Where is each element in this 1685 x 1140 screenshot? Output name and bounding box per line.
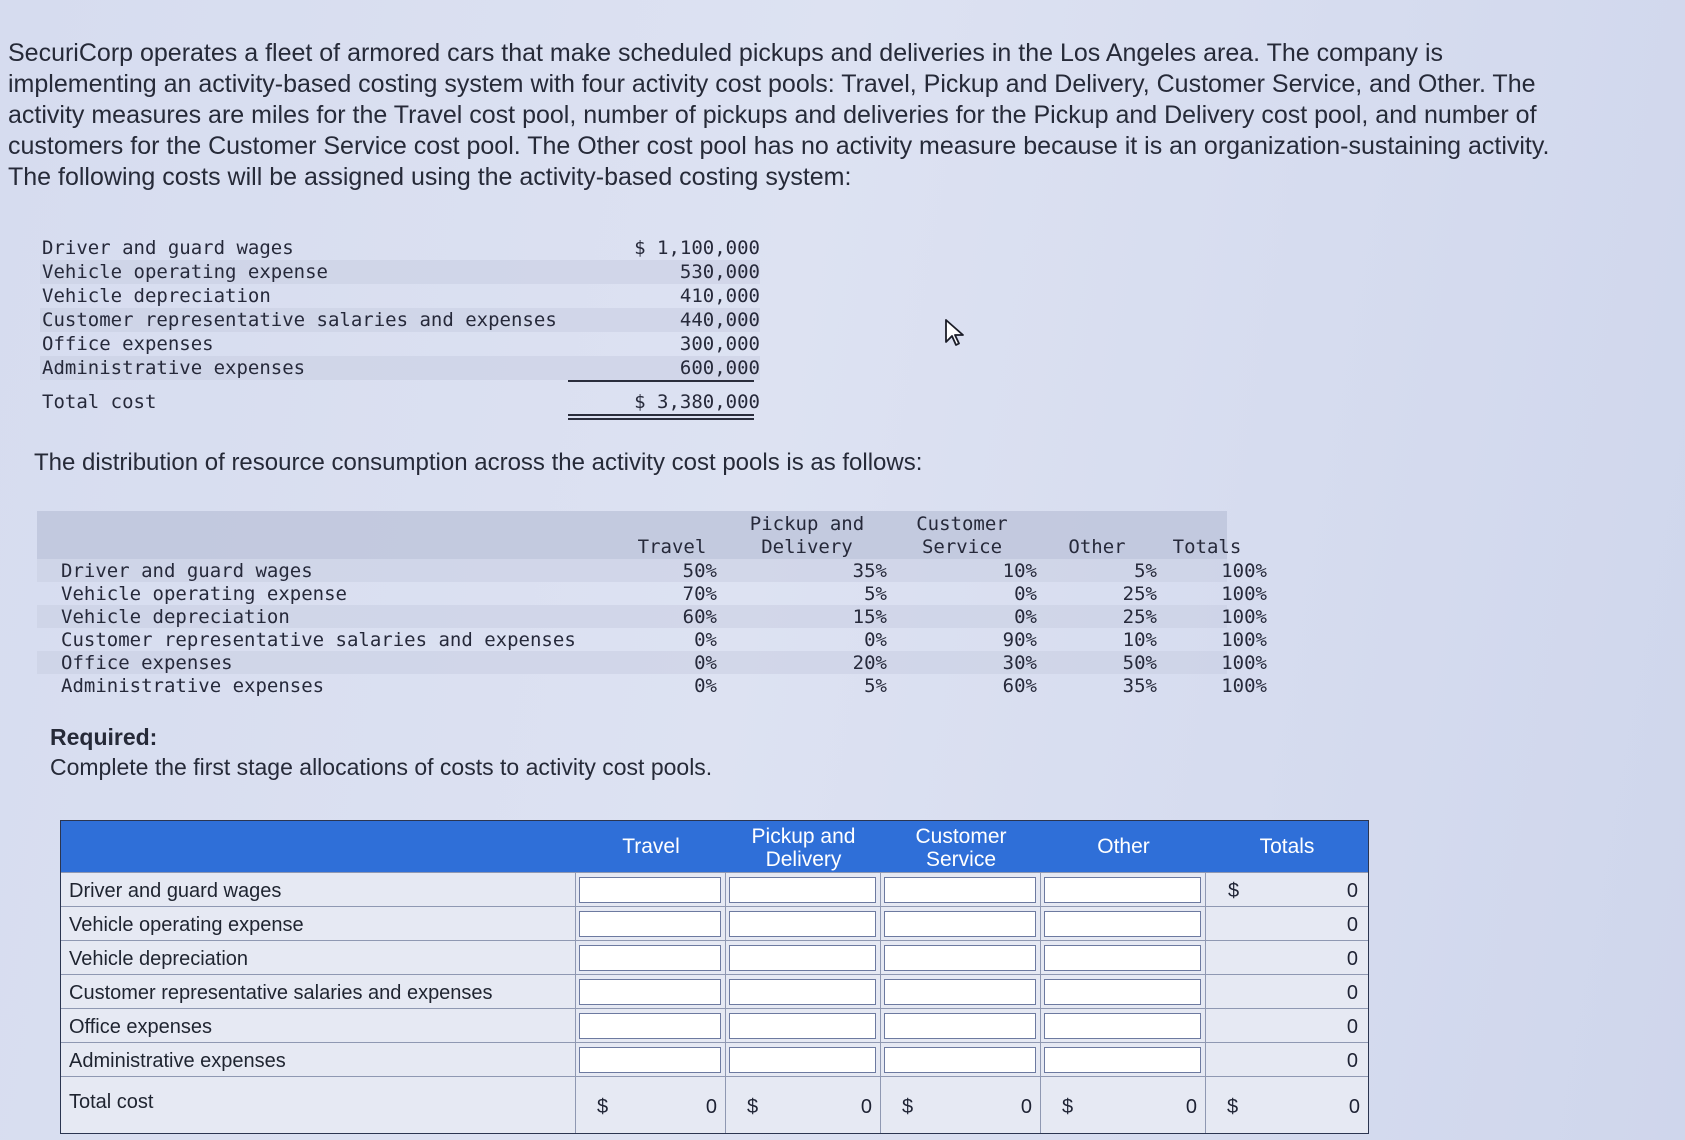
travel-total-dollar: $ <box>597 1096 609 1118</box>
row-total-cell <box>1206 1043 1368 1077</box>
cost-amount: 410,000 <box>679 285 760 307</box>
intro-paragraph: SecuriCorp operates a fleet of armored cars that make scheduled pickups and deliveries in the Los Angeles area. The company is implementing an activity-based costing system with four activity cost pools: Travel, Pickup and Delivery, Customer Service, and Other. The activity measures are miles for the Travel cost pool, number of pickups and deliveries for the Pickup and Delivery cost pool, and number of customers for the Customer Service cost pool. The Other cost pool has no activity measure because it is an organization-sustaining activity. The following costs will be assigned using the activity-based costing system: <box>8 39 1550 191</box>
dist-head-totals: Totals <box>1172 536 1242 558</box>
dist-row <box>37 674 1267 697</box>
cost-label: Driver and guard wages <box>42 237 294 259</box>
answer-row <box>61 906 1368 941</box>
answer-row <box>61 872 1368 907</box>
dist-other: 35% <box>1122 675 1157 697</box>
cost-total-row <box>40 390 760 414</box>
dist-total: 100% <box>1221 560 1267 582</box>
answer-total-label: Total cost <box>69 1091 154 1113</box>
customer-service-input[interactable] <box>884 1047 1036 1073</box>
row-total-value: 0 <box>1346 948 1358 970</box>
travel-input[interactable] <box>579 979 721 1005</box>
dist-pickup: 15% <box>852 606 887 628</box>
pickup-total-value: 0 <box>860 1096 872 1118</box>
cost-label: Vehicle depreciation <box>42 285 271 307</box>
problem-intro <box>8 38 1568 193</box>
dist-pickup: 35% <box>852 560 887 582</box>
cost-list <box>40 236 760 414</box>
grand-total-cell <box>1205 1089 1368 1123</box>
required-text: Complete the first stage allocations of costs to activity cost pools. <box>50 754 713 780</box>
customer-service-input[interactable] <box>884 1013 1036 1039</box>
answer-row-label: Vehicle operating expense <box>69 914 304 936</box>
dist-head-pickup-line1: Pickup and <box>749 513 865 535</box>
dist-pickup: 0% <box>864 629 887 651</box>
dist-label: Driver and guard wages <box>61 560 313 582</box>
row-total-dollar: $ <box>1228 880 1240 902</box>
row-total-cell <box>1206 941 1368 975</box>
answer-row <box>61 1008 1368 1043</box>
dist-head-customer-line2: Service <box>921 536 1003 558</box>
cost-amount: $ 1,100,000 <box>634 237 760 259</box>
customer-service-input[interactable] <box>884 911 1036 937</box>
row-total-value: 0 <box>1346 982 1358 1004</box>
other-input[interactable] <box>1044 1013 1201 1039</box>
dist-label: Customer representative salaries and expenses <box>61 629 576 651</box>
answer-row <box>61 974 1368 1009</box>
dist-other: 25% <box>1122 606 1157 628</box>
dist-head-other: Other <box>1068 536 1126 558</box>
allocation-answer-table <box>60 820 1369 1134</box>
ans-head-pickup-line2: Delivery <box>765 848 842 871</box>
travel-input[interactable] <box>579 945 721 971</box>
dist-row <box>37 651 1267 674</box>
other-input[interactable] <box>1044 911 1201 937</box>
answer-row-label: Driver and guard wages <box>69 880 282 902</box>
dist-total: 100% <box>1221 606 1267 628</box>
pickup-total-dollar: $ <box>747 1096 759 1118</box>
ans-head-totals: Totals <box>1259 835 1315 858</box>
dist-customer: 90% <box>1002 629 1037 651</box>
ans-head-customer-line1: Customer <box>915 825 1007 848</box>
customer-service-input[interactable] <box>884 979 1036 1005</box>
pickup-delivery-input[interactable] <box>729 877 876 903</box>
cost-amount: 440,000 <box>679 309 760 331</box>
dist-other: 50% <box>1122 652 1157 674</box>
answer-row-label: Office expenses <box>69 1016 213 1038</box>
row-total-value: 0 <box>1346 1016 1358 1038</box>
dist-head-pickup <box>727 513 887 559</box>
cost-row <box>40 356 760 380</box>
ans-head-travel: Travel <box>622 835 680 858</box>
customer-service-input[interactable] <box>884 877 1036 903</box>
dist-row <box>37 605 1267 628</box>
travel-total-cell <box>575 1089 725 1123</box>
dist-total: 100% <box>1221 629 1267 651</box>
dist-label: Office expenses <box>61 652 233 674</box>
cost-row <box>40 308 760 332</box>
dist-other: 10% <box>1122 629 1157 651</box>
other-total-dollar: $ <box>1062 1096 1074 1118</box>
answer-header <box>61 821 1368 872</box>
ans-head-pickup <box>726 825 881 871</box>
customer-total-dollar: $ <box>902 1096 914 1118</box>
cost-total-label: Total cost <box>42 391 157 413</box>
dist-customer: 60% <box>1002 675 1037 697</box>
other-total-cell <box>1040 1089 1205 1123</box>
total-double-rule-top <box>568 414 754 416</box>
dist-row <box>37 628 1267 651</box>
cost-row <box>40 236 760 260</box>
required-title: Required: <box>50 724 158 750</box>
row-total-value: 0 <box>1346 1050 1358 1072</box>
dist-row <box>37 582 1267 605</box>
dist-total: 100% <box>1221 675 1267 697</box>
pickup-delivery-input[interactable] <box>729 945 876 971</box>
ans-head-customer-line2: Service <box>925 848 997 871</box>
row-total-value: 0 <box>1346 880 1358 902</box>
answer-row-label: Vehicle depreciation <box>69 948 249 970</box>
dist-customer: 0% <box>1014 606 1037 628</box>
customer-service-input[interactable] <box>884 945 1036 971</box>
travel-input[interactable] <box>579 877 721 903</box>
cost-row <box>40 332 760 356</box>
dist-travel: 50% <box>682 560 717 582</box>
dist-label: Vehicle operating expense <box>61 583 347 605</box>
dist-total: 100% <box>1221 583 1267 605</box>
mouse-cursor-icon <box>944 318 966 353</box>
dist-total: 100% <box>1221 652 1267 674</box>
cost-row <box>40 284 760 308</box>
answer-row-label: Customer representative salaries and expenses <box>69 982 493 1004</box>
other-total-value: 0 <box>1185 1096 1197 1118</box>
dist-head-customer <box>887 513 1037 559</box>
required-section <box>50 722 712 782</box>
pickup-total-cell <box>725 1089 880 1123</box>
dist-customer: 30% <box>1002 652 1037 674</box>
travel-input[interactable] <box>579 1013 721 1039</box>
cost-total-amount: $ 3,380,000 <box>634 391 760 413</box>
ans-head-other: Other <box>1097 835 1150 858</box>
grand-total-value: 0 <box>1348 1096 1360 1118</box>
cost-amount: 300,000 <box>679 333 760 355</box>
row-total-cell <box>1206 873 1368 907</box>
cost-label: Administrative expenses <box>42 357 306 379</box>
dist-travel: 0% <box>694 675 717 697</box>
answer-row <box>61 1042 1368 1077</box>
distribution-table <box>37 511 1267 697</box>
dist-customer: 10% <box>1002 560 1037 582</box>
answer-row <box>61 940 1368 975</box>
answer-total-row <box>61 1076 1368 1133</box>
other-input[interactable] <box>1044 945 1201 971</box>
row-total-cell <box>1206 1009 1368 1043</box>
grand-total-dollar: $ <box>1227 1096 1239 1118</box>
distribution-intro: The distribution of resource consumption across the activity cost pools is as follows: <box>34 449 923 476</box>
pickup-delivery-input[interactable] <box>729 979 876 1005</box>
travel-input[interactable] <box>579 911 721 937</box>
travel-total-value: 0 <box>705 1096 717 1118</box>
row-total-value: 0 <box>1346 914 1358 936</box>
pickup-delivery-input[interactable] <box>729 1013 876 1039</box>
pickup-delivery-input[interactable] <box>729 1047 876 1073</box>
cost-amount: 530,000 <box>679 261 760 283</box>
dist-travel: 0% <box>694 652 717 674</box>
cost-amount: 600,000 <box>679 357 760 379</box>
ans-head-pickup-line1: Pickup and <box>751 825 856 848</box>
dist-label: Administrative expenses <box>61 675 325 697</box>
dist-label: Vehicle depreciation <box>61 606 290 628</box>
subtotal-rule <box>568 380 754 382</box>
customer-total-cell <box>880 1089 1040 1123</box>
dist-other: 5% <box>1134 560 1157 582</box>
dist-head-customer-line1: Customer <box>916 513 1008 535</box>
cost-label: Vehicle operating expense <box>42 261 328 283</box>
other-input[interactable] <box>1044 877 1201 903</box>
dist-other: 25% <box>1122 583 1157 605</box>
dist-travel: 0% <box>694 629 717 651</box>
dist-head-travel: Travel <box>637 536 707 558</box>
dist-travel: 70% <box>682 583 717 605</box>
dist-travel: 60% <box>682 606 717 628</box>
dist-head-pickup-line2: Delivery <box>761 536 853 558</box>
distribution-header <box>37 511 1242 559</box>
row-total-cell <box>1206 907 1368 941</box>
other-input[interactable] <box>1044 1047 1201 1073</box>
travel-input[interactable] <box>579 1047 721 1073</box>
ans-head-customer <box>881 825 1041 871</box>
total-double-rule-bottom <box>568 418 754 420</box>
dist-pickup: 5% <box>864 675 887 697</box>
other-input[interactable] <box>1044 979 1201 1005</box>
row-total-cell <box>1206 975 1368 1009</box>
cost-label: Customer representative salaries and expenses <box>42 309 557 331</box>
dist-pickup: 20% <box>852 652 887 674</box>
cost-label: Office expenses <box>42 333 214 355</box>
pickup-delivery-input[interactable] <box>729 911 876 937</box>
dist-pickup: 5% <box>864 583 887 605</box>
answer-row-label: Administrative expenses <box>69 1050 286 1072</box>
customer-total-value: 0 <box>1020 1096 1032 1118</box>
cost-row <box>40 260 760 284</box>
dist-customer: 0% <box>1014 583 1037 605</box>
dist-row <box>37 559 1267 582</box>
